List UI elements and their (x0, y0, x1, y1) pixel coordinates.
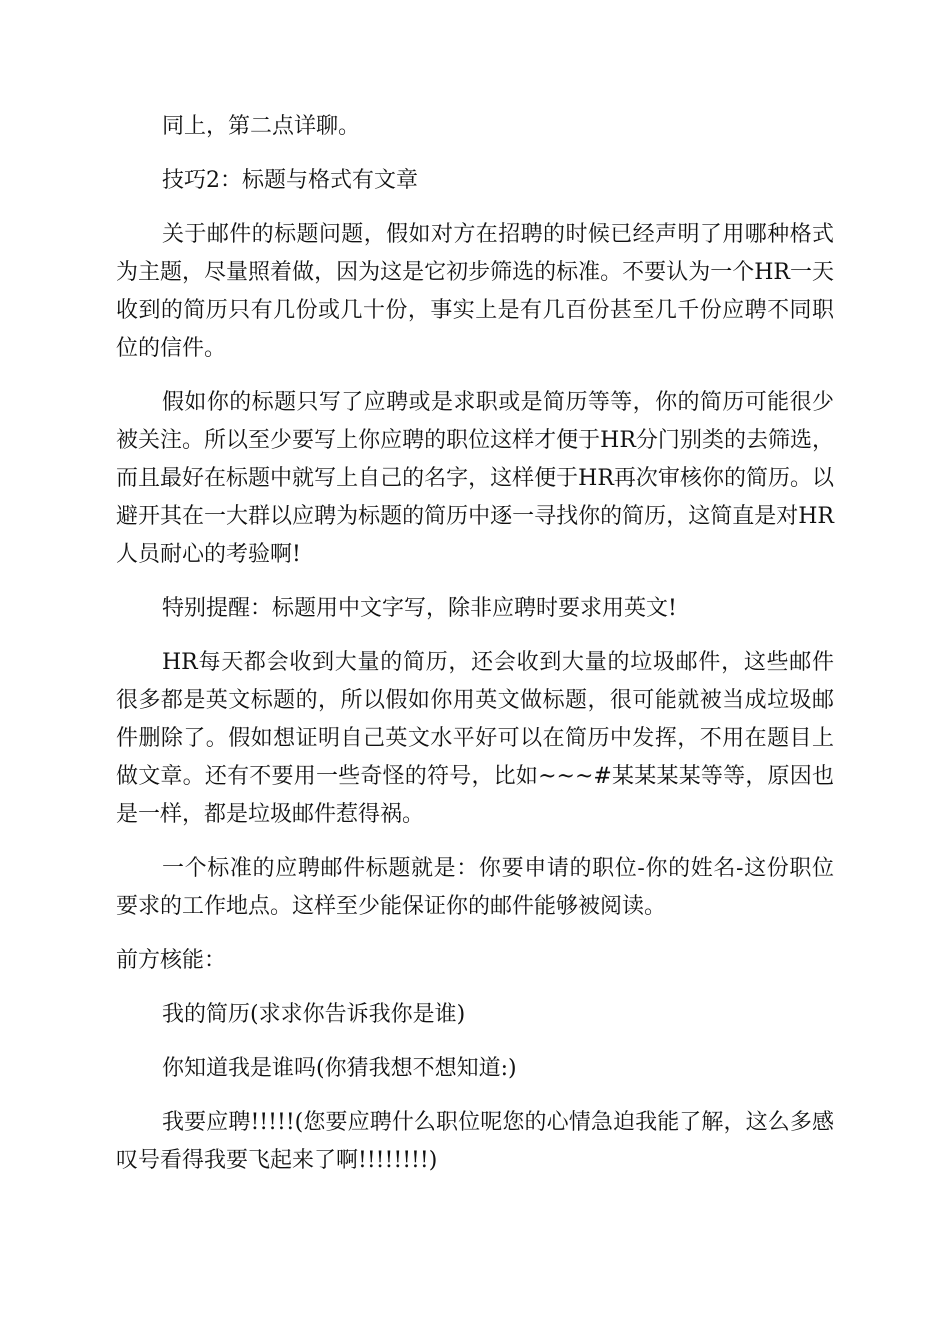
paragraph-bad-example-2: 你知道我是谁吗(你猜我想不想知道:) (162, 1056, 517, 1081)
paragraph-warning-heading: 前方核能： (116, 948, 227, 973)
paragraph-email-title-format: 关于邮件的标题问题，假如对方在招聘的时候已经声明了用哪种格式为主题，尽量照着做，因为这是它初步筛选的标准。不要认为一个HR一天收到的简历只有几份或几十份，事实上是有几百份甚至几千份应聘不同职位的信件。 (116, 222, 834, 361)
paragraph-same-as-above: 同上，第二点详聊。 (162, 114, 361, 139)
document-body (116, 108, 834, 1196)
paragraph-bad-example-1: 我的简历(求求你告诉我你是谁) (162, 1002, 466, 1027)
paragraph-title-content-advice: 假如你的标题只写了应聘或是求职或是简历等等，你的简历可能很少被关注。所以至少要写上你应聘的职位这样才便于HR分门别类的去筛选，而且最好在标题中就写上自己的名字，这样便于HR再次审核你的简历。以避开其在一大群以应聘为标题的简历中逐一寻找你的简历，这简直是对HR人员耐心的考验啊! (116, 390, 834, 567)
paragraph-standard-title: 一个标准的应聘邮件标题就是：你要申请的职位-你的姓名-这份职位要求的工作地点。这样至少能保证你的邮件能够被阅读。 (116, 856, 834, 919)
paragraph-special-reminder: 特别提醒：标题用中文字写，除非应聘时要求用英文! (162, 596, 677, 621)
paragraph-bad-example-3: 我要应聘!!!!!(您要应聘什么职位呢您的心情急迫我能了解，这么多感叹号看得我要飞起来了啊!!!!!!!!) (116, 1110, 834, 1173)
paragraph-tip-2-heading: 技巧2：标题与格式有文章 (162, 168, 418, 193)
paragraph-spam-warning: HR每天都会收到大量的简历，还会收到大量的垃圾邮件，这些邮件很多都是英文标题的，所以假如你用英文做标题，很可能就被当成垃圾邮件删除了。假如想证明自己英文水平好可以在简历中发挥，不用在题目上做文章。还有不要用一些奇怪的符号，比如~~~#某某某某等等，原因也是一样，都是垃圾邮件惹得祸。 (116, 650, 834, 827)
